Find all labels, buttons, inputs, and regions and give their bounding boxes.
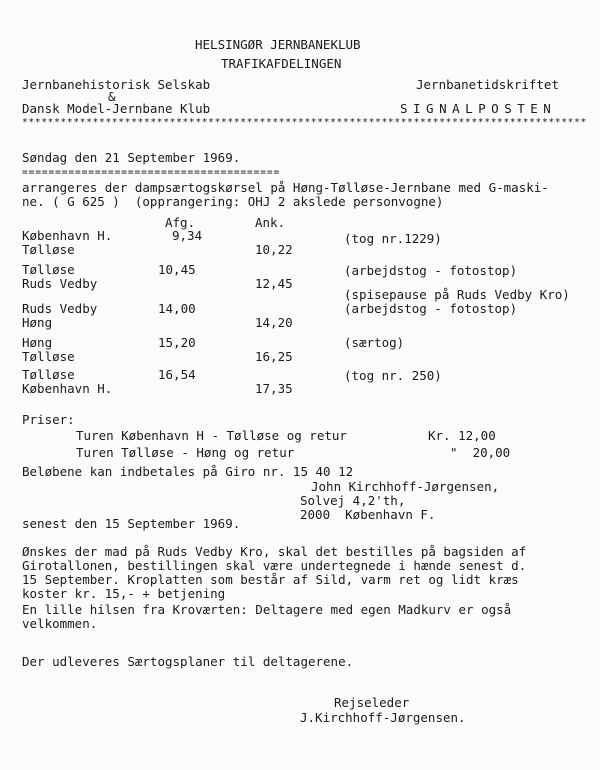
- food-line-3: 15 September. Kroplatten som består af Sild, varm ret og lidt kræs: [22, 572, 519, 587]
- schedule-departure: 15,20: [158, 335, 196, 350]
- schedule-arrival: 16,25: [255, 349, 293, 364]
- price-item-label: Turen København H - Tølløse og retur: [76, 428, 347, 443]
- org-historical-society: Jernbanehistorisk Selskab: [22, 77, 211, 92]
- price-item-label: Turen Tølløse - Høng og retur: [76, 445, 295, 460]
- prices-title: Priser:: [22, 412, 75, 427]
- signature-role: Rejseleder: [334, 695, 410, 710]
- schedule-note: (tog nr. 250): [344, 368, 442, 383]
- schedule-from-station: Ruds Vedby: [22, 301, 98, 316]
- greeting-line-2: velkommen.: [22, 616, 98, 631]
- schedule-note-secondary: (arbejdstog - fotostop): [344, 301, 518, 316]
- payee-street: Solvej 4,2'th,: [300, 493, 406, 508]
- closing-note: Der udleveres Særtogsplaner til deltagerene.: [22, 654, 354, 669]
- payee-name: John Kirchhoff-Jørgensen,: [311, 479, 500, 494]
- schedule-departure: 10,45: [158, 262, 196, 277]
- price-item-amount: Kr. 12,00: [428, 428, 496, 443]
- food-line-4: koster kr. 15,- + betjening: [22, 586, 226, 601]
- journal-name: SIGNALPOSTEN: [400, 101, 557, 116]
- greeting-line-1: En lille hilsen fra Kroværten: Deltagere med egen Madkurv er også: [22, 602, 512, 617]
- schedule-note: (arbejdstog - fotostop): [344, 263, 518, 278]
- journal-label: Jernbanetidskriftet: [416, 77, 559, 92]
- giro-payment-line: Beløbene kan indbetales på Giro nr. 15 40 12: [22, 464, 354, 479]
- schedule-to-station: Tølløse: [22, 242, 75, 257]
- departure-header: Afg.: [165, 215, 196, 230]
- schedule-arrival: 10,22: [255, 242, 293, 257]
- payee-city: 2000 København F.: [300, 507, 436, 522]
- schedule-from-station: Høng: [22, 335, 53, 350]
- schedule-departure: 9,34: [172, 228, 203, 243]
- schedule-from-station: København H.: [22, 228, 113, 243]
- date-underline: =======================================: [22, 167, 281, 178]
- food-line-2: Girotallonen, bestillingen skal være undertegnede i hænde senest d.: [22, 558, 527, 573]
- signature-name: J.Kirchhoff-Jørgensen.: [300, 710, 466, 725]
- schedule-departure: 16,54: [158, 367, 196, 382]
- club-name: HELSINGØR JERNBANEKLUB: [195, 37, 361, 52]
- payment-deadline: senest den 15 September 1969.: [22, 516, 241, 531]
- food-line-1: Ønskes der mad på Ruds Vedby Kro, skal det bestilles på bagsiden af: [22, 544, 527, 559]
- header-divider: ****************************************************************************************: [22, 117, 587, 128]
- schedule-arrival: 17,35: [255, 381, 293, 396]
- schedule-arrival: 14,20: [255, 315, 293, 330]
- schedule-from-station: Tølløse: [22, 367, 75, 382]
- intro-line-2: ne. ( G 625 ) (opprangering: OHJ 2 akslede personvogne): [22, 194, 444, 209]
- schedule-to-station: Høng: [22, 315, 53, 330]
- schedule-to-station: København H.: [22, 381, 113, 396]
- intro-line-1: arrangeres der dampsærtogskørsel på Høng-Tølløse-Jernbane med G-maski-: [22, 180, 549, 195]
- schedule-from-station: Tølløse: [22, 262, 75, 277]
- department-title: TRAFIKAFDELINGEN: [221, 56, 342, 71]
- arrival-header: Ank.: [255, 215, 286, 230]
- schedule-note: (særtog): [344, 335, 405, 350]
- schedule-note: (tog nr.1229): [344, 231, 442, 246]
- schedule-to-station: Ruds Vedby: [22, 276, 98, 291]
- price-item-amount: " 20,00: [450, 445, 511, 460]
- event-date: Søndag den 21 September 1969.: [22, 150, 241, 165]
- schedule-note: (spisepause på Ruds Vedby Kro): [344, 287, 570, 302]
- schedule-arrival: 12,45: [255, 276, 293, 291]
- org-model-railway-club: Dansk Model-Jernbane Klub: [22, 101, 211, 116]
- schedule-to-station: Tølløse: [22, 349, 75, 364]
- schedule-departure: 14,00: [158, 301, 196, 316]
- ampersand: &: [108, 89, 116, 104]
